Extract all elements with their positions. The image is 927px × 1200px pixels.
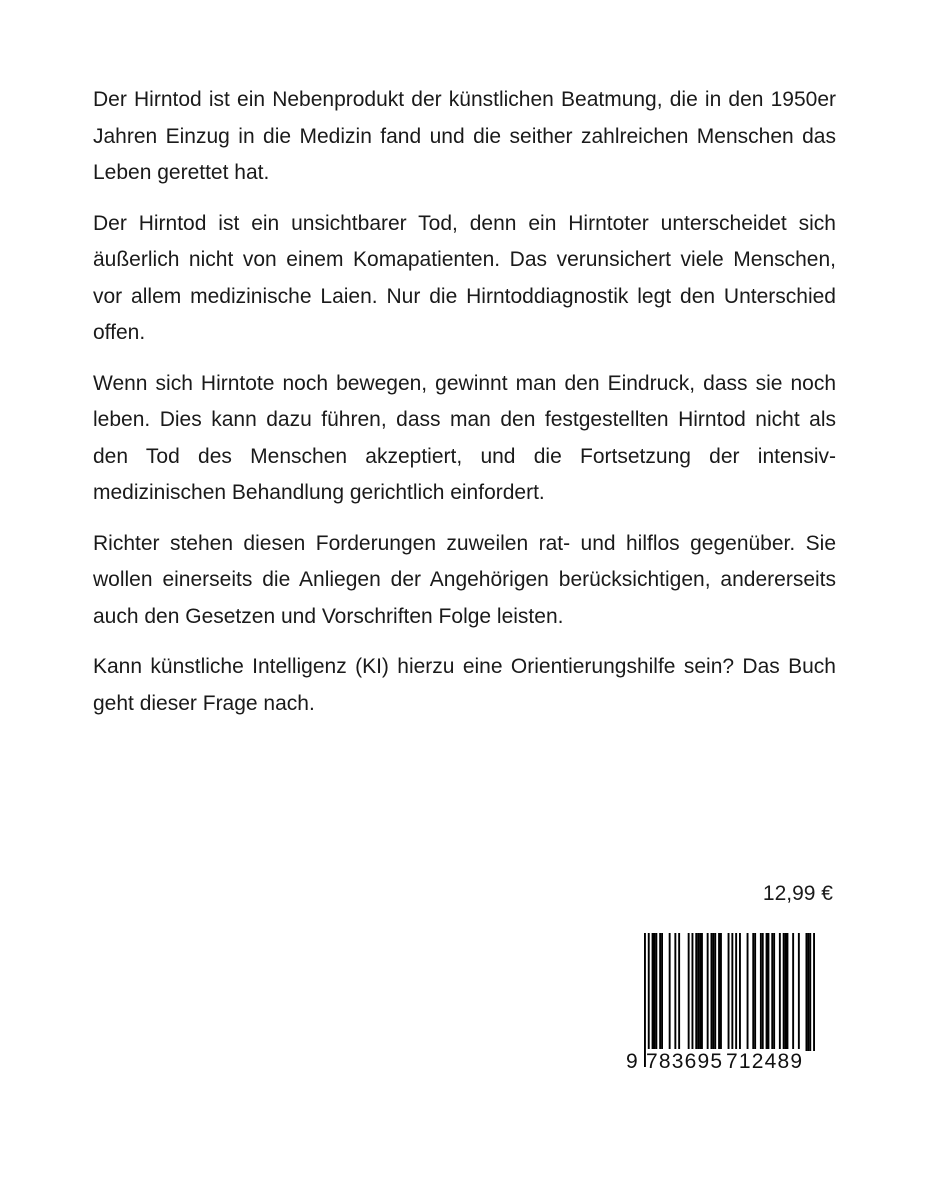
- isbn-first-digit: 9: [626, 1050, 639, 1073]
- barcode-bar: [739, 933, 741, 1051]
- barcode-bar: [654, 933, 656, 1051]
- isbn-left-group: 783695: [646, 1050, 724, 1073]
- barcode-bar: [659, 933, 661, 1051]
- barcode-bar: [807, 933, 809, 1051]
- barcode-bar: [707, 933, 709, 1051]
- barcode-bar: [661, 933, 663, 1051]
- isbn-digits: [622, 1049, 818, 1077]
- barcode-bar: [760, 933, 762, 1051]
- back-cover-blurb: [93, 82, 836, 736]
- barcode-bar: [809, 933, 811, 1051]
- barcode-bar: [674, 933, 676, 1051]
- barcode-bar: [768, 933, 770, 1051]
- barcode-bar: [813, 933, 815, 1051]
- blurb-paragraph-5: Kann künstliche Intelligenz (KI) hierzu eine Orientierungshilfe sein? Das Buch geht dieser Frage nach.: [93, 655, 836, 715]
- barcode-bar: [735, 933, 737, 1067]
- barcode-bar: [766, 933, 768, 1051]
- blurb-paragraph-2: Der Hirntod ist ein unsichtbarer Tod, denn ein Hirntoter unterscheidet sich äußerlich nicht von einem Komapatienten. Das verunsichert viele Menschen, vor allem medizinische Laien. Nur die Hirntoddiagnostik legt den Unterschied offen.: [93, 211, 836, 344]
- barcode-bar: [783, 933, 785, 1051]
- barcode-bar: [787, 933, 789, 1051]
- barcode-bar: [792, 933, 794, 1051]
- barcode-bar: [785, 933, 787, 1051]
- isbn-right-group: 712489: [726, 1050, 804, 1073]
- barcode-bar: [728, 933, 730, 1051]
- barcode-bar: [711, 933, 713, 1051]
- barcode-bar: [678, 933, 680, 1051]
- isbn-barcode: [622, 933, 818, 1073]
- barcode-bar: [714, 933, 716, 1051]
- barcode-bar: [731, 933, 733, 1067]
- blurb-paragraph-3: Wenn sich Hirntote noch bewegen, gewinnt man den Eindruck, dass sie noch leben. Dies kann dazu führen, dass man den festgestellten Hirntod nicht als den Tod des Menschen akzeptiert, und die Fortsetzung der intensiv-medizinischen Behandlung gerichtlich einfordert.: [93, 371, 836, 504]
- barcode-bar: [697, 933, 699, 1051]
- price-label: 12,99 €: [762, 882, 833, 905]
- barcode-bar: [648, 933, 650, 1067]
- barcode-bar: [798, 933, 800, 1051]
- barcode-bar: [771, 933, 773, 1051]
- barcode-bar: [762, 933, 764, 1051]
- barcode-bar: [773, 933, 775, 1051]
- barcode-bar: [644, 933, 646, 1067]
- barcode-bar: [720, 933, 722, 1051]
- barcode-bar: [712, 933, 714, 1051]
- barcode-bar: [669, 933, 671, 1051]
- barcode-bar: [806, 933, 808, 1051]
- blurb-paragraph-1: Der Hirntod ist ein Nebenprodukt der künstlichen Beatmung, die in den 1950er Jahren Einzug in die Medizin fand und die seither zahlreichen Menschen das Leben gerettet hat.: [93, 88, 836, 184]
- barcode-bar: [688, 933, 690, 1051]
- barcode-bar: [747, 933, 749, 1051]
- barcode-bar: [718, 933, 720, 1051]
- barcode-bar: [652, 933, 654, 1051]
- barcode-bar: [692, 933, 694, 1051]
- barcode-bar: [695, 933, 697, 1051]
- blurb-paragraph-4: Richter stehen diesen Forderungen zuweilen rat- und hilflos gegenüber. Sie wollen einerseits die Anliegen der Angehörigen berücksichtigen, andererseits auch den Gesetzen und Vorschriften Folge leisten.: [93, 531, 836, 628]
- barcode-bar: [699, 933, 701, 1051]
- barcode-bar: [701, 933, 703, 1051]
- barcode-bar: [754, 933, 756, 1051]
- barcode-bar: [779, 933, 781, 1051]
- barcode-bar: [655, 933, 657, 1051]
- barcode-bar: [752, 933, 754, 1051]
